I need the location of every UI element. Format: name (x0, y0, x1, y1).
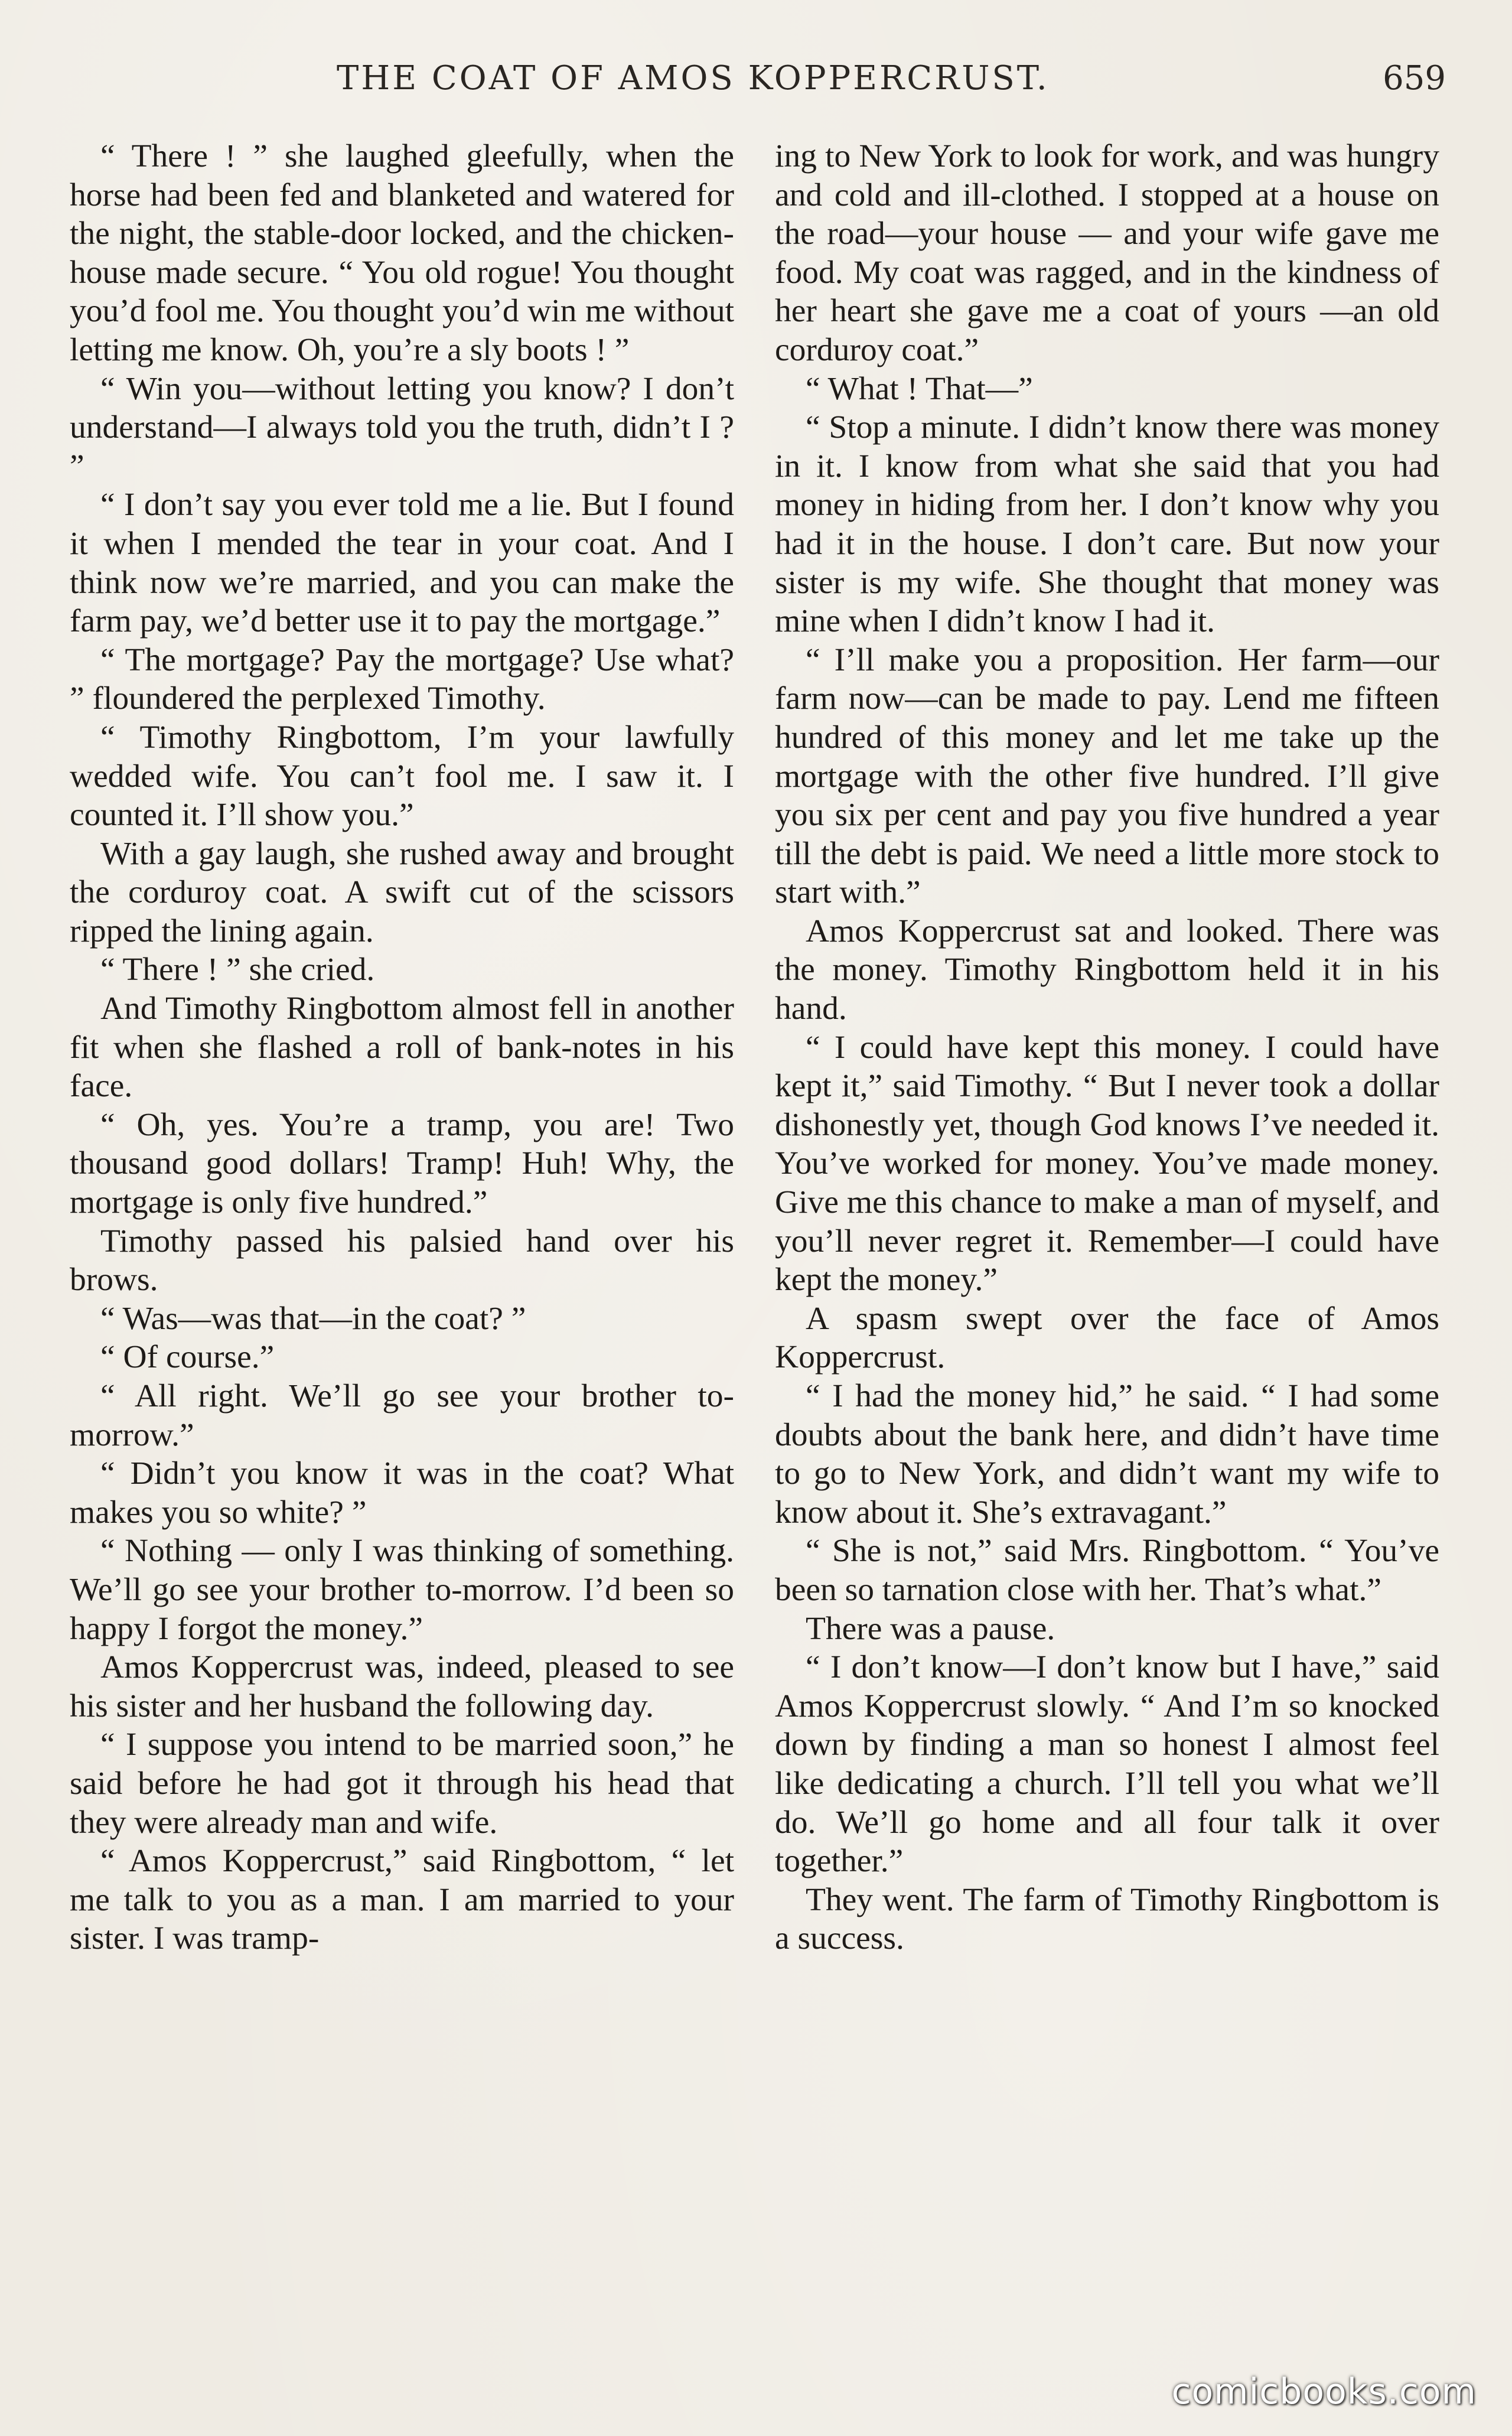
paragraph: “ I don’t say you ever told me a lie. But I found it when I mended the tear in your coat. And I think now we’re married, and you can make the farm pay, we’d better use it to pay the mortgage.” (70, 487, 734, 640)
paragraph: “ The mortgage? Pay the mortgage? Use what? ” floundered the perplexed Timothy. (70, 641, 734, 717)
paragraph: “ I’ll make you a proposition. Her farm—our farm now—can be made to pay. Lend me fifteen hundred of this money and let me take up the mortgage with the other five hundred. I’ll give you six per cent and pay you five hundred a year till the debt is paid. We need a little more stock to start with.” (775, 641, 1439, 911)
paragraph: “ Didn’t you know it was in the coat? What makes you so white? ” (70, 1455, 734, 1530)
paragraph: “ What ! That—” (806, 370, 1033, 407)
paragraph: “ Timothy Ringbottom, I’m your lawfully wedded wife. You can’t fool me. I saw it. I counted it. I’ll show you.” (70, 719, 734, 833)
paragraph: And Timothy Ringbottom almost fell in another fit when she flashed a roll of bank-notes in his face. (70, 991, 734, 1105)
paragraph: They went. The farm of Timothy Ringbottom is a success. (775, 1881, 1439, 1957)
paragraph: With a gay laugh, she rushed away and brought the corduroy coat. A swift cut of the scissors ripped the lining again. (70, 835, 734, 949)
paragraph: “ Amos Koppercrust,” said Ringbottom, “ let me talk to you as a man. I am married to your sister. I was tramp- (70, 1843, 734, 1957)
paragraph: “ I suppose you intend to be married soon,” he said before he had got it through his head that they were already man and wife. (70, 1727, 734, 1841)
paragraph: “ I could have kept this money. I could have kept it,” said Timothy. “ But I never took a dollar dishonestly yet, though God knows I’ve needed it. You’ve worked for money. You’ve made money. Give me this chance to make a man of myself, and you’ll never regret it. Remember—I could have kept the money.” (775, 1029, 1439, 1298)
paragraph: “ Of course.” (100, 1339, 275, 1376)
paragraph: “ There ! ” she laughed gleefully, when the horse had been fed and blanketed and watered for the night, the stable-door locked, and the chicken-house made secure. “ You old rogue! You thought you’d fool me. You thought you’d win me without letting me know. Oh, you’re a sly boots ! ” (70, 138, 734, 368)
paragraph: Amos Koppercrust was, indeed, pleased to see his sister and her husband the following day. (70, 1649, 734, 1724)
paragraph: There was a pause. (806, 1610, 1055, 1647)
paragraph: “ I don’t know—I don’t know but I have,” said Amos Koppercrust slowly. “ And I’m so knocked down by finding a man so honest I almost feel like dedicating a church. I’ll tell you what we’ll do. We’ll go home and all four talk it over together.” (775, 1649, 1439, 1880)
left-column (70, 137, 734, 1958)
paragraph: “ Nothing — only I was thinking of something. We’ll go see your brother to-morrow. I’d been so happy I forgot the money.” (70, 1533, 734, 1647)
paragraph: “ She is not,” said Mrs. Ringbottom. “ You’ve been so tarnation close with her. That’s what.” (775, 1533, 1439, 1608)
paragraph: ing to New York to look for work, and was hungry and cold and ill-clothed. I stopped at a house on the road—your house — and your wife gave me food. My coat was ragged, and in the kindness of her heart she gave me a coat of yours —an old corduroy coat.” (775, 138, 1439, 368)
running-title: THE COAT OF AMOS KOPPERCRUST. (337, 59, 1050, 97)
paragraph: Timothy passed his palsied hand over his brows. (70, 1223, 734, 1298)
paragraph: “ Was—was that—in the coat? ” (100, 1300, 526, 1337)
paragraph: “ Win you—without letting you know? I don’t understand—I always told you the truth, didn’t I ? ” (70, 370, 734, 484)
paragraph: A spasm swept over the face of Amos Koppercrust. (775, 1300, 1439, 1376)
paragraph: “ Stop a minute. I didn’t know there was money in it. I know from what she said that you had money in hiding from her. I don’t know why you had it in the house. I don’t care. But now your sister is my wife. She thought that money was mine when I didn’t know I had it. (775, 409, 1439, 640)
paragraph: “ Oh, yes. You’re a tramp, you are! Two thousand good dollars! Tramp! Huh! Why, the mortgage is only five hundred.” (70, 1106, 734, 1221)
right-column (775, 137, 1439, 1958)
site-watermark: comicbooks.com (1171, 2371, 1477, 2412)
paragraph: “ I had the money hid,” he said. “ I had some doubts about the bank here, and didn’t have time to go to New York, and didn’t want my wife to know about it. She’s extravagant.” (775, 1378, 1439, 1530)
page-number: 659 (1383, 59, 1446, 97)
paragraph: “ All right. We’ll go see your brother to-morrow.” (70, 1378, 734, 1453)
paragraph: Amos Koppercrust sat and looked. There was the money. Timothy Ringbottom held it in his hand. (775, 913, 1439, 1027)
paragraph: “ There ! ” she cried. (100, 952, 375, 988)
